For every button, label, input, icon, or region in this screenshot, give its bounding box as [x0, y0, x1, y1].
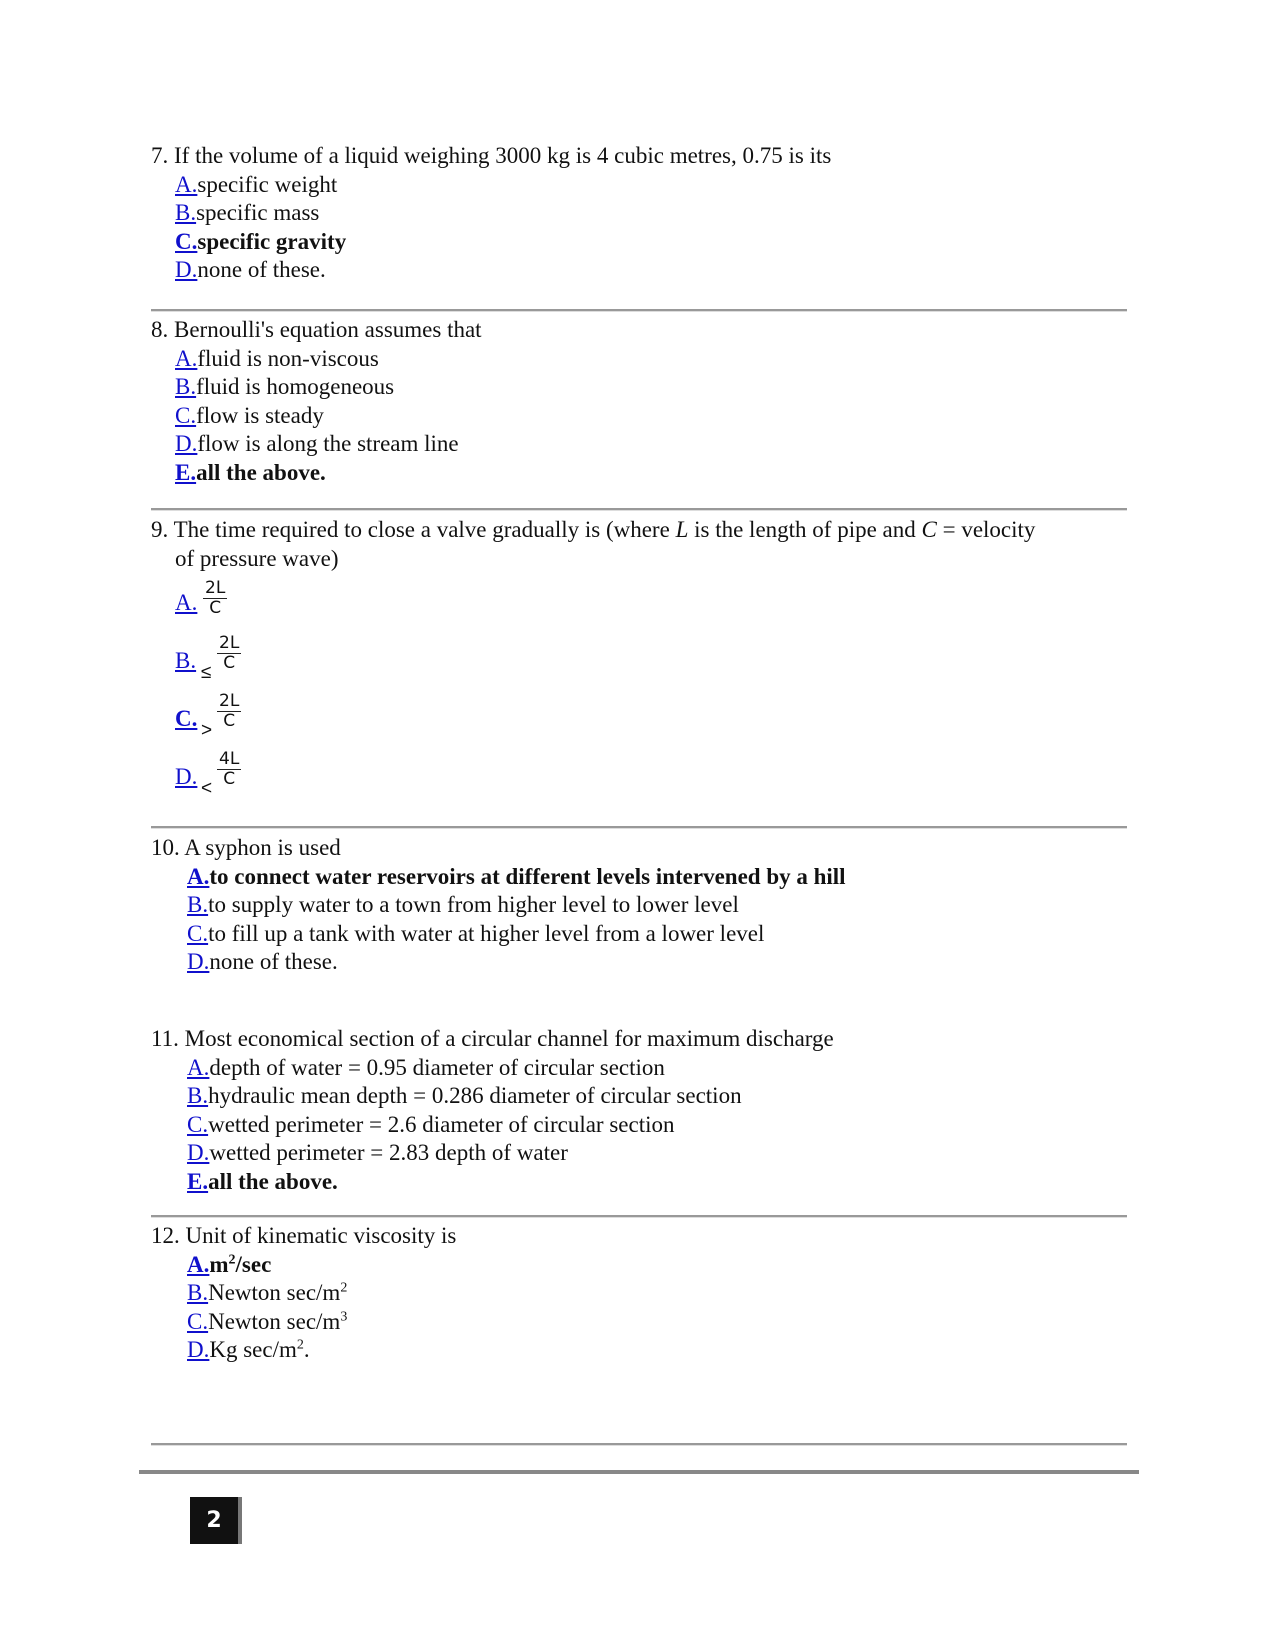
option-e-correct: [175, 459, 1131, 488]
option-c-correct: [151, 689, 1131, 747]
question-stem: 8. Bernoulli's equation assumes that: [151, 317, 482, 342]
option-c: [187, 1308, 1131, 1337]
option-a: [151, 573, 1131, 631]
option-a-correct: [187, 863, 1131, 892]
option-a-correct: [187, 1251, 1131, 1280]
denominator: C: [223, 653, 236, 674]
option-link[interactable]: C.: [175, 402, 197, 428]
option-text: Newton sec/m: [208, 1280, 341, 1306]
option-link[interactable]: B.: [187, 1280, 209, 1306]
option-text: wetted perimeter = 2.83 depth of water: [209, 1140, 568, 1166]
option-e-correct: [187, 1168, 1131, 1197]
option-link[interactable]: A.: [187, 1054, 210, 1080]
question-7: [151, 142, 1131, 285]
option-c: [187, 1111, 1131, 1140]
option-text: flow is along the stream line: [197, 431, 459, 457]
option-text: Kg sec/m: [209, 1337, 297, 1363]
option-text: Newton sec/m: [208, 1308, 341, 1334]
option-a: [175, 345, 1131, 374]
option-link[interactable]: A.: [175, 589, 198, 615]
page-number: 2: [190, 1497, 242, 1544]
divider: [151, 309, 1127, 312]
denominator: C: [223, 711, 236, 732]
fraction: [217, 750, 241, 789]
option-d: [187, 1336, 1131, 1365]
option-text: none of these.: [197, 257, 326, 283]
option-text: flow is steady: [196, 402, 324, 428]
option-link[interactable]: D.: [175, 257, 198, 283]
question-stem: [151, 516, 1121, 573]
option-d: [187, 1139, 1131, 1168]
numerator: 2L: [219, 633, 240, 654]
option-text: all the above.: [196, 459, 326, 485]
option-link[interactable]: E.: [175, 459, 197, 485]
question-11: [151, 1025, 1131, 1197]
stem-text: is the length of pipe and: [688, 517, 922, 542]
option-link[interactable]: B.: [187, 1083, 209, 1109]
option-text: to connect water reservoirs at different levels intervened by a hill: [209, 863, 846, 889]
option-text: specific mass: [196, 200, 320, 226]
option-link[interactable]: D.: [187, 1140, 210, 1166]
option-text: to fill up a tank with water at higher level from a lower level: [208, 920, 765, 946]
option-text: to supply water to a town from higher level to lower level: [208, 892, 739, 918]
option-text: wetted perimeter = 2.6 diameter of circular section: [208, 1111, 675, 1137]
option-link[interactable]: D.: [175, 431, 198, 457]
option-d: [187, 948, 1131, 977]
fraction: [217, 634, 241, 673]
option-b: [187, 1082, 1131, 1111]
option-text: depth of water = 0.95 diameter of circular section: [209, 1054, 665, 1080]
numerator: 2L: [205, 578, 226, 599]
superscript: 2: [340, 1280, 348, 1296]
divider: [151, 1443, 1127, 1446]
option-b: [151, 631, 1131, 689]
relation-symbol: <: [201, 777, 213, 799]
option-d: [175, 430, 1131, 459]
option-text: m: [209, 1251, 229, 1277]
option-text: fluid is non-viscous: [197, 345, 379, 371]
question-8: [151, 316, 1131, 488]
divider: [151, 1215, 1127, 1218]
option-text: none of these.: [209, 949, 338, 975]
option-link[interactable]: C.: [175, 228, 198, 254]
footer-rule: [139, 1470, 1139, 1474]
option-link[interactable]: C.: [187, 920, 209, 946]
option-d: [175, 256, 1131, 285]
option-link[interactable]: B.: [175, 200, 197, 226]
option-link[interactable]: C.: [187, 1308, 209, 1334]
option-link[interactable]: A.: [187, 1251, 210, 1277]
question-stem: 12. Unit of kinematic viscosity is: [151, 1223, 457, 1248]
superscript: 2: [228, 1251, 236, 1267]
fraction: [217, 692, 241, 731]
option-c-correct: [175, 228, 1131, 257]
option-text: hydraulic mean depth = 0.286 diameter of circular section: [208, 1083, 742, 1109]
option-link[interactable]: B.: [175, 647, 197, 673]
option-text-tail: .: [303, 1337, 310, 1363]
option-text: fluid is homogeneous: [196, 374, 395, 400]
option-b: [175, 373, 1131, 402]
option-a: [175, 171, 1131, 200]
question-12: [151, 1222, 1131, 1365]
stem-text: = velocity: [936, 517, 1036, 542]
stem-text: 9. The time required to close a valve gradually is (where: [151, 517, 676, 542]
question-10: [151, 834, 1131, 977]
relation-symbol: >: [201, 719, 213, 741]
option-link[interactable]: E.: [187, 1168, 209, 1194]
option-text-tail: /sec: [235, 1251, 272, 1277]
question-stem: 7. If the volume of a liquid weighing 3000 kg is 4 cubic metres, 0.75 is its: [151, 143, 832, 168]
option-link[interactable]: A.: [187, 863, 210, 889]
denominator: C: [209, 598, 222, 619]
option-link[interactable]: D.: [187, 1337, 210, 1363]
option-text: specific weight: [197, 171, 338, 197]
option-link[interactable]: A.: [175, 171, 198, 197]
denominator: C: [223, 769, 236, 790]
superscript: 3: [340, 1309, 348, 1325]
numerator: 4L: [219, 749, 240, 770]
option-link[interactable]: B.: [175, 374, 197, 400]
option-b: [187, 1279, 1131, 1308]
stem-variable-l: L: [675, 517, 689, 542]
divider: [151, 826, 1127, 829]
option-link[interactable]: A.: [175, 345, 198, 371]
option-text: specific gravity: [197, 228, 347, 254]
relation-symbol: ≤: [201, 661, 212, 683]
stem-text: of pressure wave): [175, 545, 339, 571]
option-link[interactable]: C.: [175, 705, 198, 731]
option-d: [151, 747, 1131, 805]
option-c: [175, 402, 1131, 431]
numerator: 2L: [219, 691, 240, 712]
option-c: [187, 920, 1131, 949]
question-stem: 11. Most economical section of a circular channel for maximum discharge: [151, 1026, 834, 1051]
question-9: [151, 516, 1131, 805]
option-b: [175, 199, 1131, 228]
option-link[interactable]: B.: [187, 892, 209, 918]
option-b: [187, 891, 1131, 920]
option-a: [187, 1054, 1131, 1083]
superscript: 2: [296, 1337, 304, 1353]
question-stem: 10. A syphon is used: [151, 835, 341, 860]
option-text: all the above.: [208, 1168, 338, 1194]
fraction: [203, 579, 227, 618]
divider: [151, 508, 1127, 511]
option-link[interactable]: D.: [175, 763, 198, 789]
option-link[interactable]: C.: [187, 1111, 209, 1137]
option-link[interactable]: D.: [187, 949, 210, 975]
stem-variable-c: C: [921, 517, 937, 542]
